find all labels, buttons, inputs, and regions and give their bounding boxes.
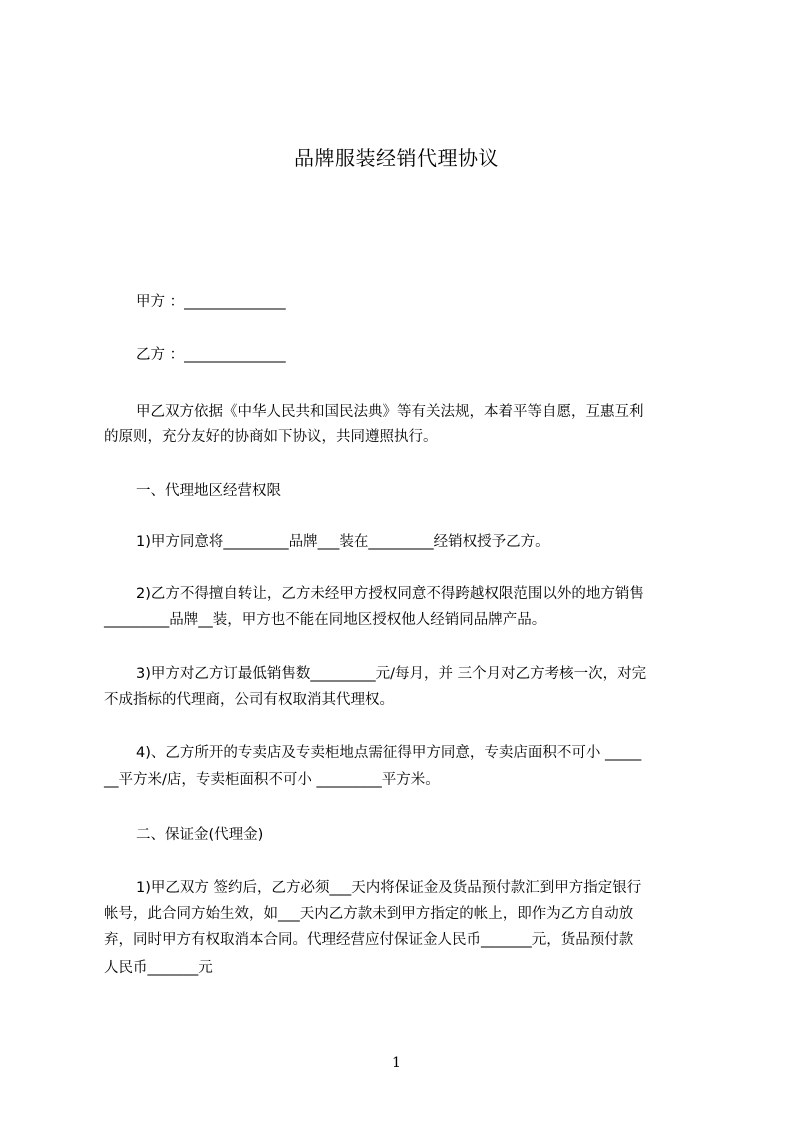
party-b-line: 乙方 ：______________ xyxy=(136,347,286,363)
page-number: 1 xyxy=(392,1055,401,1071)
section2-item1-line-3: 弃，同时甲方有权取消本合同。代理经营应付保证金人民币_______元，货品预付款 xyxy=(104,932,634,948)
section1-item3-line-2: 不成指标的代理商，公司有权取消其代理权。 xyxy=(104,692,394,708)
section1-item4-line-1: 4)、乙方所开的专卖店及专卖柜地点需征得甲方同意，专卖店面积不可小 _____ xyxy=(136,745,642,761)
section1-item3-line-1: 3)甲方对乙方订最低销售数_________元/每月，并 三个月对乙方考核一次，对完 xyxy=(136,666,647,682)
preamble-line-1: 甲乙双方依据《中华人民共和国民法典》等有关法规，本着平等自愿，互惠互利 xyxy=(136,404,644,420)
section2-item1-line-2: 帐号，此合同方始生效，如___天内乙方款未到甲方指定的帐上，即作为乙方自动放 xyxy=(104,906,634,922)
section1-item2-line-1: 2)乙方不得擅自转让，乙方未经甲方授权同意不得跨越权限范围以外的地方销售 xyxy=(136,586,644,602)
section1-item2-line-2: _________品牌__装，甲方也不能在同地区授权他人经销同品牌产品。 xyxy=(104,612,547,628)
section1-item4-line-2: __平方米/店，专卖柜面积不可小 _________平方米。 xyxy=(104,772,440,788)
preamble-line-2: 的原则，充分友好的协商如下协议，共同遵照执行。 xyxy=(104,429,438,445)
document-title: 品牌服装经销代理协议 xyxy=(294,146,499,170)
section1-heading: 一、代理地区经营权限 xyxy=(136,483,281,499)
section2-heading: 二、保证金(代理金) xyxy=(136,827,264,843)
party-a-line: 甲方 ：______________ xyxy=(136,294,286,310)
section2-item1-line-1: 1)甲乙双方 签约后，乙方必须___天内将保证金及货品预付款汇到甲方指定银行 xyxy=(136,880,642,896)
section2-item1-line-4: 人民币_______元 xyxy=(104,960,213,976)
section1-item1: 1)甲方同意将_________品牌___装在_________经销权授予乙方。 xyxy=(136,534,550,550)
